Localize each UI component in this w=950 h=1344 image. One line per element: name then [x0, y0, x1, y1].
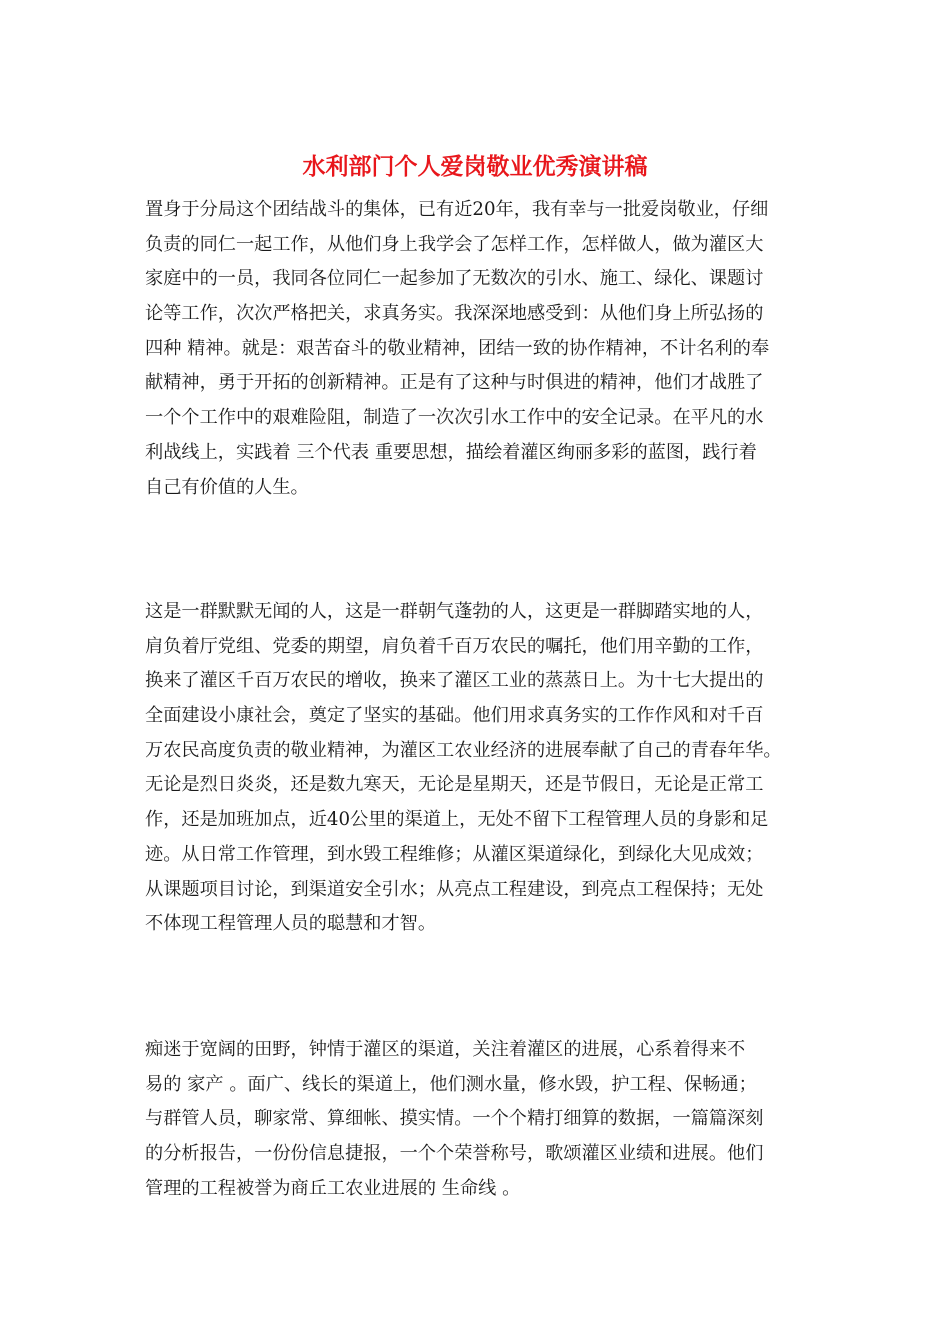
text-line: 与群管人员，聊家常、算细帐、摸实情。一个个精打细算的数据，一篇篇深刻: [145, 1108, 764, 1130]
paragraph-1: [145, 193, 810, 505]
text-line: 作，还是加班加点，近40公里的渠道上，无处不留下工程管理人员的身影和足: [145, 809, 769, 831]
text-line: 论等工作，次次严格把关，求真务实。我深深地感受到：从他们身上所弘扬的: [145, 303, 764, 325]
text-line: 一个个工作中的艰难险阻，制造了一次次引水工作中的安全记录。在平凡的水: [145, 407, 764, 429]
text-line: 利战线上，实践着 三个代表 重要思想，描绘着灌区绚丽多彩的蓝图，践行着: [145, 441, 757, 463]
text-line: 万农民高度负责的敬业精神，为灌区工农业经济的进展奉献了自己的青春年华。: [145, 739, 782, 761]
text-line: 易的 家产 。面广、线长的渠道上，他们测水量，修水毁，护工程、保畅通；: [145, 1073, 757, 1095]
text-line: 四种 精神。就是：艰苦奋斗的敬业精神，团结一致的协作精神，不计名利的奉: [145, 337, 770, 359]
text-line: 从课题项目讨论，到渠道安全引水；从亮点工程建设，到亮点工程保持；无处: [145, 878, 764, 900]
text-line: 置身于分局这个团结战斗的集体，已有近20年，我有幸与一批爱岗敬业，仔细: [145, 199, 769, 220]
text-line: 献精神，勇于开拓的创新精神。正是有了这种与时俱进的精神，他们才战胜了: [145, 372, 764, 394]
text-line: 的分析报告，一份份信息捷报，一个个荣誉称号，歌颂灌区业绩和进展。他们: [145, 1143, 764, 1165]
text-line: 家庭中的一员，我同各位同仁一起参加了无数次的引水、施工、绿化、课题讨: [145, 268, 764, 290]
text-line: 这是一群默默无闻的人，这是一群朝气蓬勃的人，这更是一群脚踏实地的人，: [145, 601, 764, 622]
document-title: 水利部门个人爱岗敬业优秀演讲稿: [302, 153, 648, 180]
text-line: 肩负着厅党组、党委的期望，肩负着千百万农民的嘱托，他们用辛勤的工作，: [145, 635, 764, 657]
paragraph-3: [145, 1033, 810, 1206]
text-line: 全面建设小康社会，奠定了坚实的基础。他们用求真务实的工作作风和对千百: [145, 705, 764, 727]
text-line: 换来了灌区千百万农民的增收，换来了灌区工业的蒸蒸日上。为十七大提出的: [145, 670, 764, 692]
text-line: 负责的同仁一起工作，从他们身上我学会了怎样工作，怎样做人，做为灌区大: [145, 233, 764, 255]
text-line: 管理的工程被誉为商丘工农业进展的 生命线 。: [145, 1177, 521, 1199]
text-line: 痴迷于宽阔的田野，钟情于灌区的渠道，关注着灌区的进展，心系着得来不: [145, 1039, 746, 1060]
paragraph-2: [145, 595, 810, 942]
text-line: 迹。从日常工作管理，到水毁工程维修；从灌区渠道绿化，到绿化大见成效；: [145, 843, 764, 865]
text-line: 无论是烈日炎炎，还是数九寒天，无论是星期天，还是节假日，无论是正常工: [145, 774, 764, 796]
text-line: 自己有价值的人生。: [145, 476, 309, 498]
text-line: 不体现工程管理人员的聪慧和才智。: [145, 913, 437, 935]
